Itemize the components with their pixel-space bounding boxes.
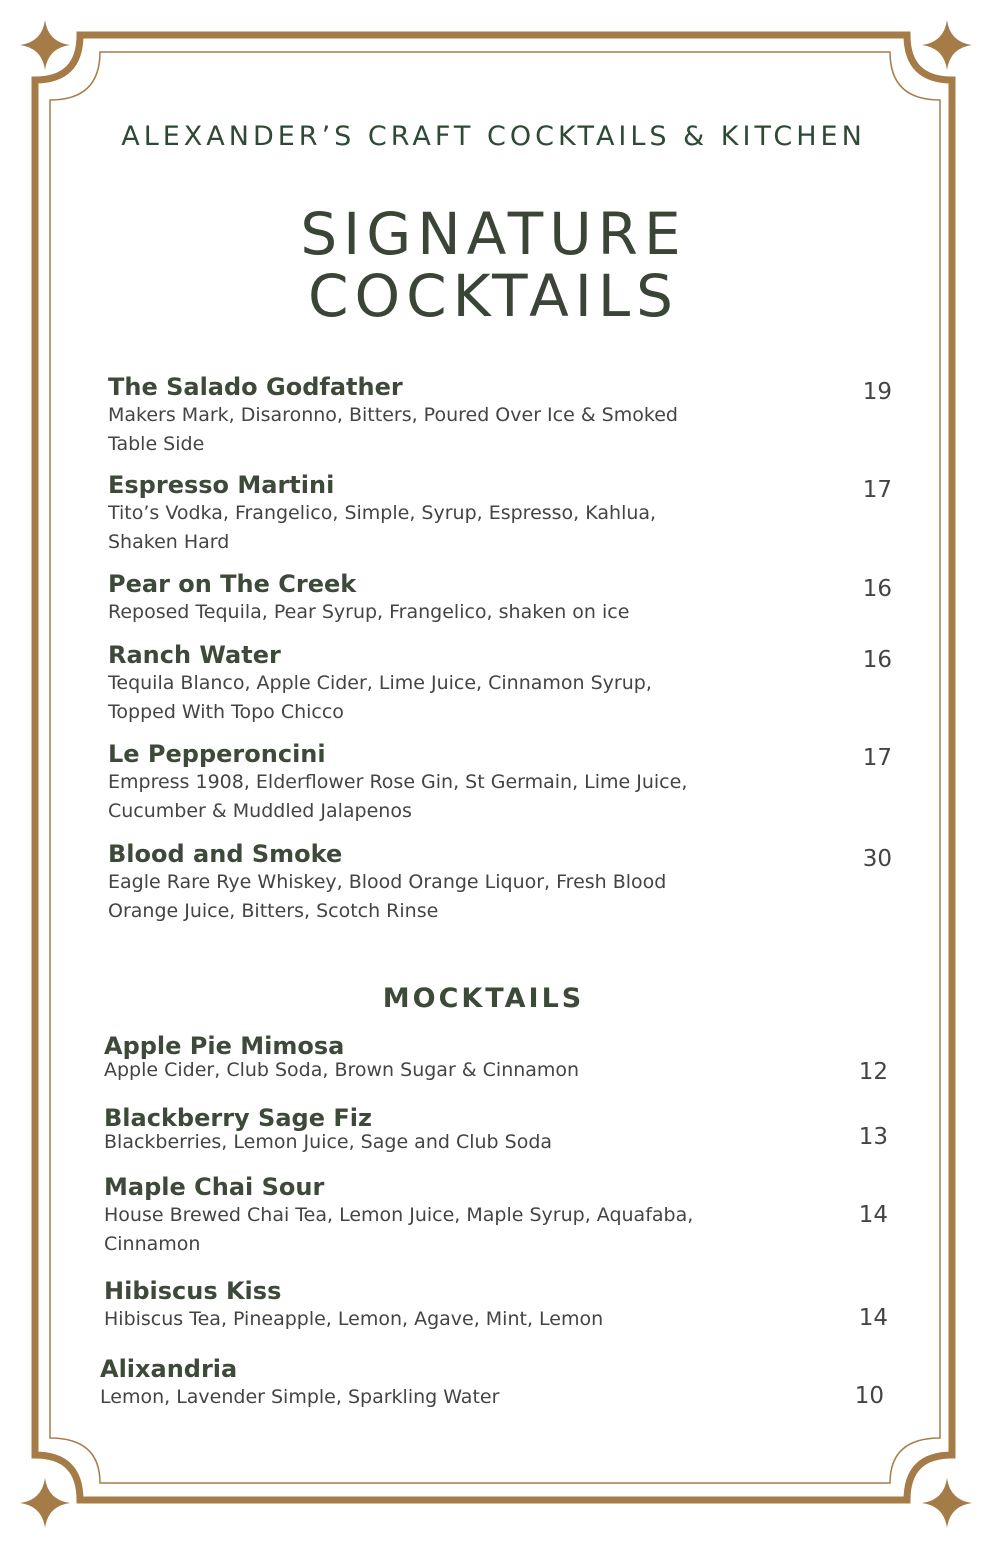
item-description: Hibiscus Tea, Pineapple, Lemon, Agave, Mint, Lemon [104,1308,604,1330]
star-ornament-icon [20,1478,70,1528]
menu-item [108,471,656,557]
star-ornament-icon [20,20,70,70]
menu-item [108,740,687,826]
item-description: Table Side [108,433,205,455]
star-ornament-icon [922,20,972,70]
item-description: Apple Cider, Club Soda, Brown Sugar & Cinnamon [104,1059,580,1081]
item-description: Reposed Tequila, Pear Syrup, Frangelico, shaken on ice [108,601,630,623]
menu-item [104,1173,693,1259]
item-name: Pear on The Creek [108,570,357,598]
item-description: House Brewed Chai Tea, Lemon Juice, Maple Syrup, Aquafaba, [104,1204,694,1226]
menu-item [104,1104,552,1152]
item-description: Blackberries, Lemon Juice, Sage and Club Soda [104,1131,553,1153]
item-name: Ranch Water [108,641,281,669]
menu-title-line2: COCKTAILS [307,262,680,330]
item-price: 19 [862,379,892,405]
menu-title-line1: SIGNATURE [300,200,687,268]
item-name: Blood and Smoke [108,840,343,868]
item-name: Hibiscus Kiss [104,1277,282,1305]
item-price: 16 [862,647,892,673]
menu-item [104,1277,603,1334]
menu-item [100,1355,499,1412]
item-name: Maple Chai Sour [104,1173,325,1201]
item-description: Tequila Blanco, Apple Cider, Lime Juice, Cinnamon Syrup, [108,672,652,694]
menu-item [108,641,652,727]
restaurant-name: ALEXANDER’S CRAFT COCKTAILS & KITCHEN [121,121,866,152]
item-price: 12 [858,1059,888,1085]
item-price: 10 [854,1383,884,1409]
item-name: Apple Pie Mimosa [104,1032,345,1060]
item-price: 30 [862,846,892,872]
menu-item [108,840,666,926]
item-description: Topped With Topo Chicco [108,701,344,723]
item-price: 14 [858,1305,888,1331]
section-title-mocktails: MOCKTAILS [382,983,585,1014]
item-name: Alixandria [100,1355,238,1383]
menu-item [108,570,629,627]
item-description: Lemon, Lavender Simple, Sparkling Water [100,1386,500,1408]
item-description: Cucumber & Muddled Jalapenos [108,800,412,822]
item-description: Eagle Rare Rye Whiskey, Blood Orange Liquor, Fresh Blood [108,871,667,893]
item-price: 16 [862,576,892,602]
item-description: Cinnamon [104,1233,201,1255]
item-name: Le Pepperoncini [108,740,326,768]
item-price: 13 [858,1124,888,1150]
item-price: 17 [862,477,892,503]
item-description: Orange Juice, Bitters, Scotch Rinse [108,900,439,922]
item-description: Shaken Hard [108,531,230,553]
item-description: Empress 1908, Elderflower Rose Gin, St Germain, Lime Juice, [108,771,688,793]
item-name: Espresso Martini [108,471,335,499]
item-description: Makers Mark, Disaronno, Bitters, Poured Over Ice & Smoked [108,404,678,426]
item-name: Blackberry Sage Fiz [104,1104,372,1132]
item-price: 14 [858,1202,888,1228]
item-price: 17 [862,745,892,771]
menu-item [108,373,678,459]
star-ornament-icon [922,1478,972,1528]
item-name: The Salado Godfather [108,373,403,401]
item-description: Tito’s Vodka, Frangelico, Simple, Syrup, Espresso, Kahlua, [108,502,657,524]
menu-item [104,1032,579,1080]
